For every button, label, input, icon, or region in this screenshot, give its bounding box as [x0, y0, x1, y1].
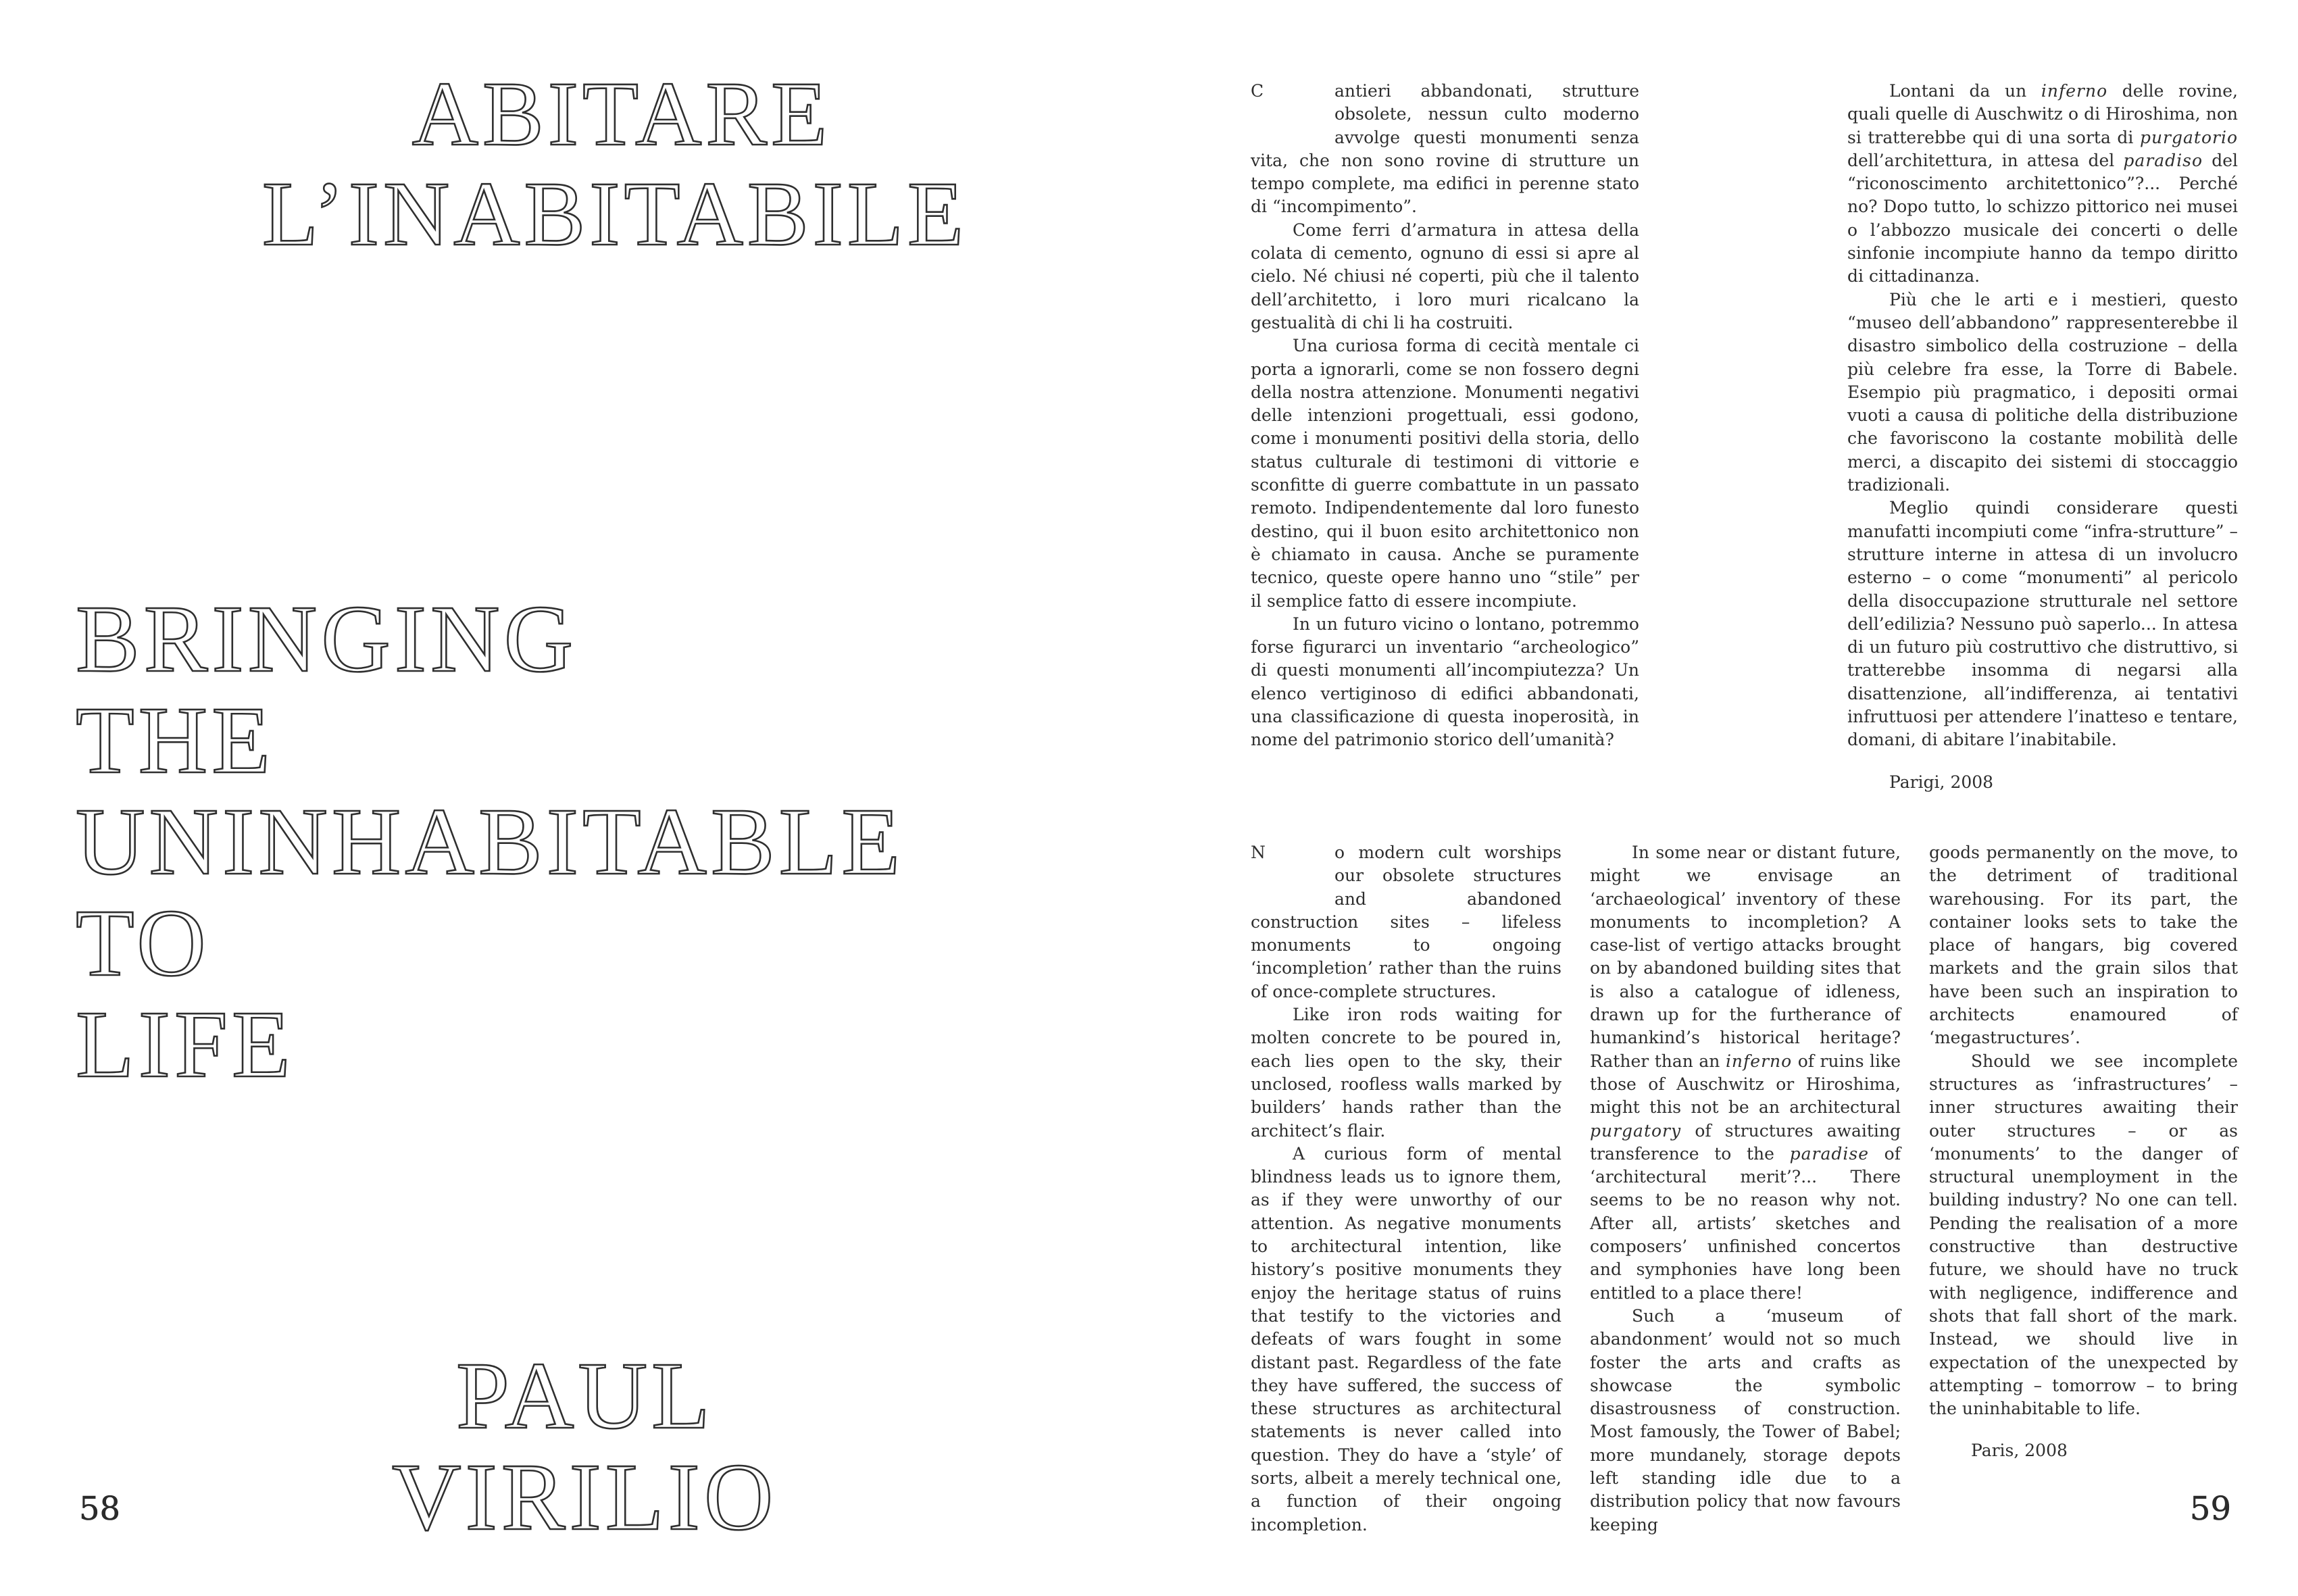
english-title-line-5: LIFE — [76, 991, 295, 1097]
english-title-line-4: TO — [76, 889, 210, 996]
italian-column-1 — [1251, 80, 1639, 752]
english-title-line-3: UNINHABITABLE — [76, 788, 905, 895]
page-number-right: 59 — [2189, 1490, 2231, 1528]
italian-title-line-2: L’INABITABILE — [261, 164, 968, 265]
english-paragraph: Like iron rods waiting for molten concrete to be poured in, each lies open to the sky, their unclosed, roofless walls marked by builders’ hands rather than the architect’s flair. — [1251, 1005, 1562, 1141]
english-title — [76, 585, 905, 1097]
drop-letter: N — [1251, 843, 1266, 862]
italian-title — [0, 64, 1149, 264]
english-paragraph: A curious form of mental blindness leads us to ignore them, as if they were unworthy of our attention. As negative monuments to architectural intention, like history’s positive monuments they enjoy the heritage status of ruins that testify to the victories and defeats of wars fought in some distant past. Regardless of the fate they have suffered, the success of these structures as architectural statements is never called into question. They do have a ‘style’ of sorts, albeit a merely technical one, a function of their ongoing incompletion. — [1251, 1143, 1562, 1535]
english-paragraph: In some near or distant future, might we envisage an ‘archaeological’ inventory of these monuments to incompletion? A case-list of vertigo attacks brought on by abandoned building sites that is also a catalogue of idleness, drawn up for the furtherance of humankind’s historical heritage? Rather than an inferno of ruins like those of Auschwitz or Hiroshima, might this not be an architectural purgatory of structures awaiting transference to the paradise of ‘architectural merit’?... There seems to be no reason why not. After all, artists’ sketches and composers’ unfinished concertos and symphonies have long been entitled to a place there! — [1590, 843, 1901, 1303]
italian-title-line-1: ABITARE — [411, 64, 832, 165]
page-number-left: 58 — [79, 1490, 121, 1528]
english-paragraph: goods permanently on the move, to the detriment of traditional warehousing. For its part, the container looks sets to take the place of hangars, big covered markets and the grain silos that have been such an inspiration to architects enamoured of ‘megastructures’. — [1929, 843, 2238, 1048]
italian-paragraph: Meglio quindi considerare questi manufatti incompiuti come “infra-strutture” – strutture interne in attesa di un involucro esterno – o come “monumenti” al pericolo della disoccupazione strutturale nel settore dell’edilizia? Nessuno può saperlo... In attesa di un futuro più costruttivo che distruttivo, si tratterebbe insomma di negarsi alla disattenzione, all’indifferenza, ai tentativi infruttuosi per attendere l’inatteso e tentare, domani, di abitare l’inabitabile. — [1847, 498, 2238, 750]
english-column-2 — [1590, 841, 1901, 1537]
italian-column-2 — [1847, 80, 2238, 794]
italian-paragraph: Lontani da un inferno delle rovine, quali quelle di Auschwitz o di Hiroshima, non si tratterebbe qui di una sorta di purgatorio dell’architettura, in attesa del paradiso del “riconoscimento architettonico”?... Perché no? Dopo tutto, lo schizzo pittorico nei musei o l’abbozzo musicale dei concerti o delle sinfonie incompiute hanno da tempo diritto di cittadinanza. — [1847, 81, 2238, 286]
italian-paragraph: Più che le arti e i mestieri, questo “museo dell’abbandono” rappresenterebbe il disastro simbolico della costruzione – della più celebre fra esse, la Torre di Babele. Esempio più pragmatico, i depositi ormai vuoti a causa di politiche della distribuzione che favoriscono la costante mobilità delle merci, a discapito dei sistemi di stoccaggio tradizionali. — [1847, 289, 2238, 495]
english-paragraph: N o modern cult worships our obsolete structures and abandoned construction sites – lifeless monuments to ongoing ‘incompletion’ rather than the ruins of once-complete structures. — [1251, 843, 1562, 1001]
english-title-line-1: BRINGING — [76, 585, 578, 692]
author-last-name: VIRILIO — [392, 1443, 778, 1550]
english-column-3 — [1929, 841, 2238, 1463]
english-paragraph: Such a ‘museum of abandonment’ would not so much foster the arts and crafts as showcase the symbolic disastrousness of construction. Most famously, the Tower of Babel; more mundanely, storage depots left standing idle due to a distribution policy that now favours keeping — [1590, 1305, 1901, 1535]
italian-paragraph: C antieri abbandonati, strutture obsolete, nessun culto moderno avvolge questi monumenti senza vita, che non sono rovine di strutture un tempo complete, ma edifici in perenne stato di “incompimento”. — [1251, 81, 1639, 217]
right-page — [1149, 0, 2298, 1596]
english-paragraph: Should we see incomplete structures as ‘infrastructures’ – inner structures awaiting their outer structures – or as ‘monuments’ to the danger of structural unemployment in the building industry? No one can tell. Pending the realisation of a more constructive than destructive future, we should have no truck with negligence, indifference and shots that fall short of the mark. Instead, we should live in expectation of the unexpected by attempting – tomorrow – to bring the uninhabitable to life. — [1929, 1051, 2238, 1419]
drop-letter: C — [1251, 81, 1264, 101]
author-first-name: PAUL — [456, 1342, 714, 1449]
italian-paragraph: In un futuro vicino o lontano, potremmo forse figurarci un inventario “archeologico” di questi monumenti all’incompiutezza? Un elenco vertiginoso di edifici abbandonati, una classificazione di questa inoperosità, in nome del patrimonio storico dell’umanità? — [1251, 614, 1639, 750]
italian-paragraph: Come ferri d’armatura in attesa della colata di cemento, ognuno di essi si apre al cielo. Né chiusi né coperti, più che il talento dell’architetto, i loro muri ricalcano la gestualità di chi li ha costruiti. — [1251, 220, 1639, 332]
author-name — [392, 1342, 778, 1550]
english-signature: Paris, 2008 — [1971, 1441, 2068, 1461]
english-title-line-2: THE — [76, 687, 275, 793]
italian-signature: Parigi, 2008 — [1889, 772, 1994, 792]
italian-paragraph: Una curiosa forma di cecità mentale ci porta a ignorarli, come se non fossero degni della nostra attenzione. Monumenti negativi delle intenzioni progettuali, essi godono, come i monumenti positivi della storia, dello status culturale di testimoni di vittorie e sconfitte di guerre combattute in un passato remoto. Indipendentemente dal loro funesto destino, qui il buon esito architettonico non è chiamato in causa. Anche se puramente tecnico, queste opere hanno uno “stile” per il semplice fatto di essere incompiute. — [1251, 336, 1639, 611]
english-column-1 — [1251, 841, 1562, 1537]
